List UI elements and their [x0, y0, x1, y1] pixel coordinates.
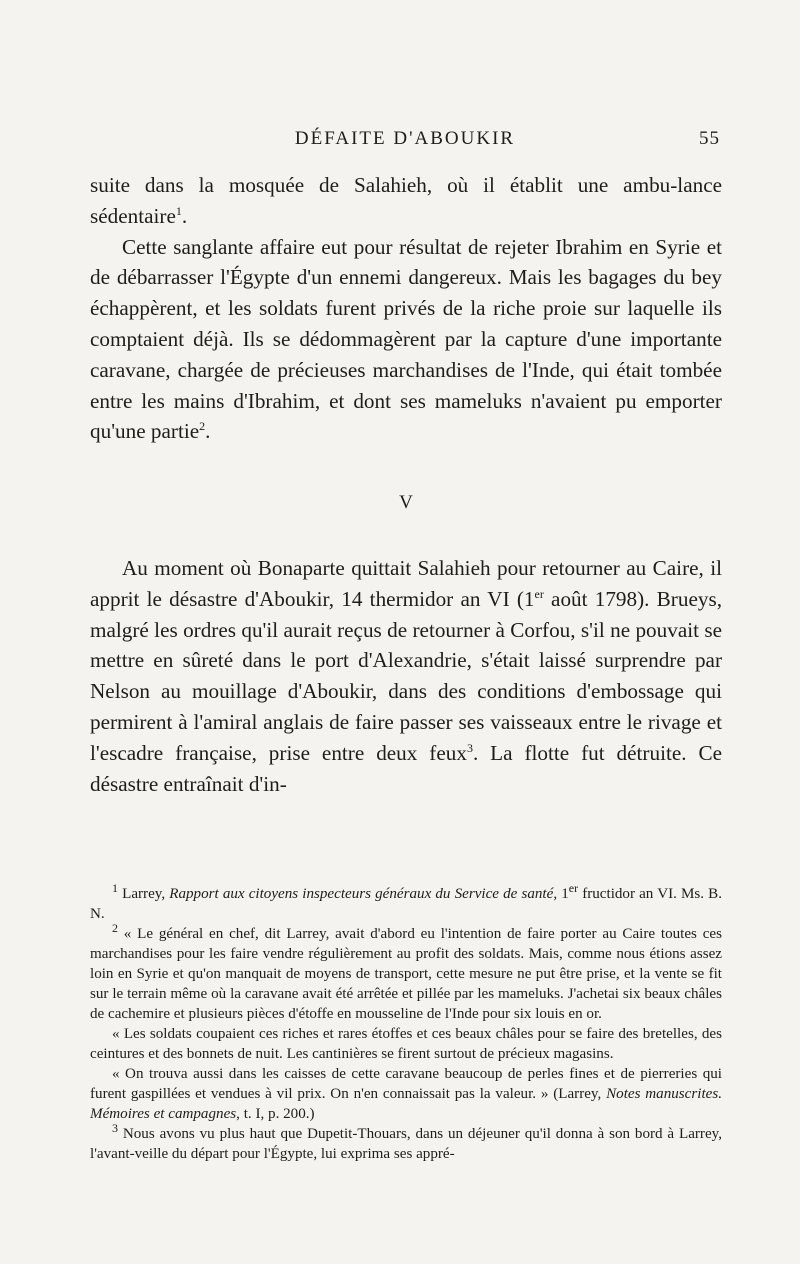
footnote-2-paragraph-2: « Les soldats coupaient ces riches et rares étoffes et ces beaux châles pour se faire des bretelles, des ceintures et des bonnets de nuit. Les cantinières se firent surtout de précieux magasins.: [90, 1026, 722, 1062]
main-text: [90, 170, 722, 799]
paragraph-3-text-c: . La flotte fut détruite. Ce désastre entraînait d'in-: [90, 740, 723, 796]
footnote-2: [90, 920, 722, 1024]
paragraph-1-end: .: [181, 203, 188, 228]
footnote-3: [90, 1120, 722, 1164]
paragraph-2-end: .: [205, 419, 211, 444]
footnote-2-p3-text-a: « On trouva aussi dans les caisses de cette caravane beaucoup de perles fines et de pierreries qui furent gaspillées et vendues à vil prix. On n'en connaissait pas la valeur. » (Larrey,: [90, 1066, 722, 1102]
running-title: DÉFAITE D'ABOUKIR: [294, 128, 516, 149]
page-header: [90, 128, 720, 154]
footnote-1-author: Larrey,: [118, 886, 170, 902]
footnote-2-p3-title: Notes manuscrites. Mémoires et campagnes: [90, 1086, 722, 1122]
footnote-1: [90, 880, 723, 924]
paragraph-3-text-b: août 1798). Brueys, malgré les ordres qu'il aurait reçus de retourner à Corfou, s'il ne pouvait se mettre en sûreté dans le port d'Alexandrie, s'était laissé surprendre par Nelson au mouillage d'Aboukir, dans des conditions d'embossage qui permirent à l'amiral anglais de faire passer ses vaisseaux entre le rivage et l'escadre française, prise entre deux feux: [90, 586, 722, 765]
footnote-ref-2: 2: [199, 419, 206, 434]
footnote-1-title: Rapport aux citoyens inspecteurs généraux du Service de santé: [169, 886, 554, 902]
footnote-3-number: 3: [112, 1120, 118, 1135]
footnote-2-p3-text-b: , t. I, p. 200.): [236, 1106, 315, 1122]
paragraph-2-text: Cette sanglante affaire eut pour résultat de rejeter Ibrahim en Syrie et de débarrasser l'Égypte d'un ennemi dangereux. Mais les bagages du bey échappèrent, et les soldats furent privés de la riche proie sur laquelle ils comptaient déjà. Ils se dédommagèrent par la capture d'une importante caravane, chargée de précieuses marchandises de l'Inde, qui était tombée entre les mains d'Ibrahim, et dont ses mameluks n'avaient pu emporter qu'une partie: [90, 234, 722, 444]
footnote-1-superscript: er: [568, 880, 579, 895]
footnote-1-number: 1: [112, 880, 118, 895]
footnote-ref-1: 1: [175, 203, 182, 218]
footnote-1-text-b: , 1: [553, 886, 569, 902]
paragraph-3: [90, 553, 722, 799]
superscript-er: er: [534, 586, 544, 601]
footnote-ref-3: 3: [466, 740, 473, 755]
paragraph-1: [90, 170, 722, 232]
paragraph-3-text-a: Au moment où Bonaparte quittait Salahieh pour retourner au Caire, il apprit le désastre d'Aboukir, 14 thermidor an VI (1: [90, 555, 722, 611]
paragraph-1-text: suite dans la mosquée de Salahieh, où il établit une ambu-lance sédentaire: [90, 173, 722, 228]
footnotes: [90, 880, 723, 1164]
footnote-2-number: 2: [112, 920, 118, 935]
page-number: 55: [699, 128, 720, 149]
footnote-1-text-c: fructidor an VI. Ms. B. N.: [90, 886, 723, 922]
section-number: V: [399, 492, 413, 514]
footnote-2-text: « Le général en chef, dit Larrey, avait d'abord eu l'intention de faire porter au Caire toutes ces marchandises pour les faire vendre régulièrement au profit des soldats. Mais, comme nous étions assez loin en Syrie et qu'on manquait de moyens de transport, cette mesure ne put être prise, et la vente se fit sur le terrain même où la caravane avait été arrêtée et pillée par les mameluks. J'achetai six beaux châles de cachemire et plusieurs pièces d'étoffe en mousseline de l'Inde pour six louis en or.: [90, 926, 722, 1022]
paragraph-2: [90, 232, 722, 448]
footnote-3-text: Nous avons vu plus haut que Dupetit-Thouars, dans un déjeuner qu'il donna à son bord à Larrey, l'avant-veille du départ pour l'Égypte, lui exprima ses appré-: [90, 1126, 722, 1162]
footnote-2-paragraph-3: [90, 1064, 722, 1124]
